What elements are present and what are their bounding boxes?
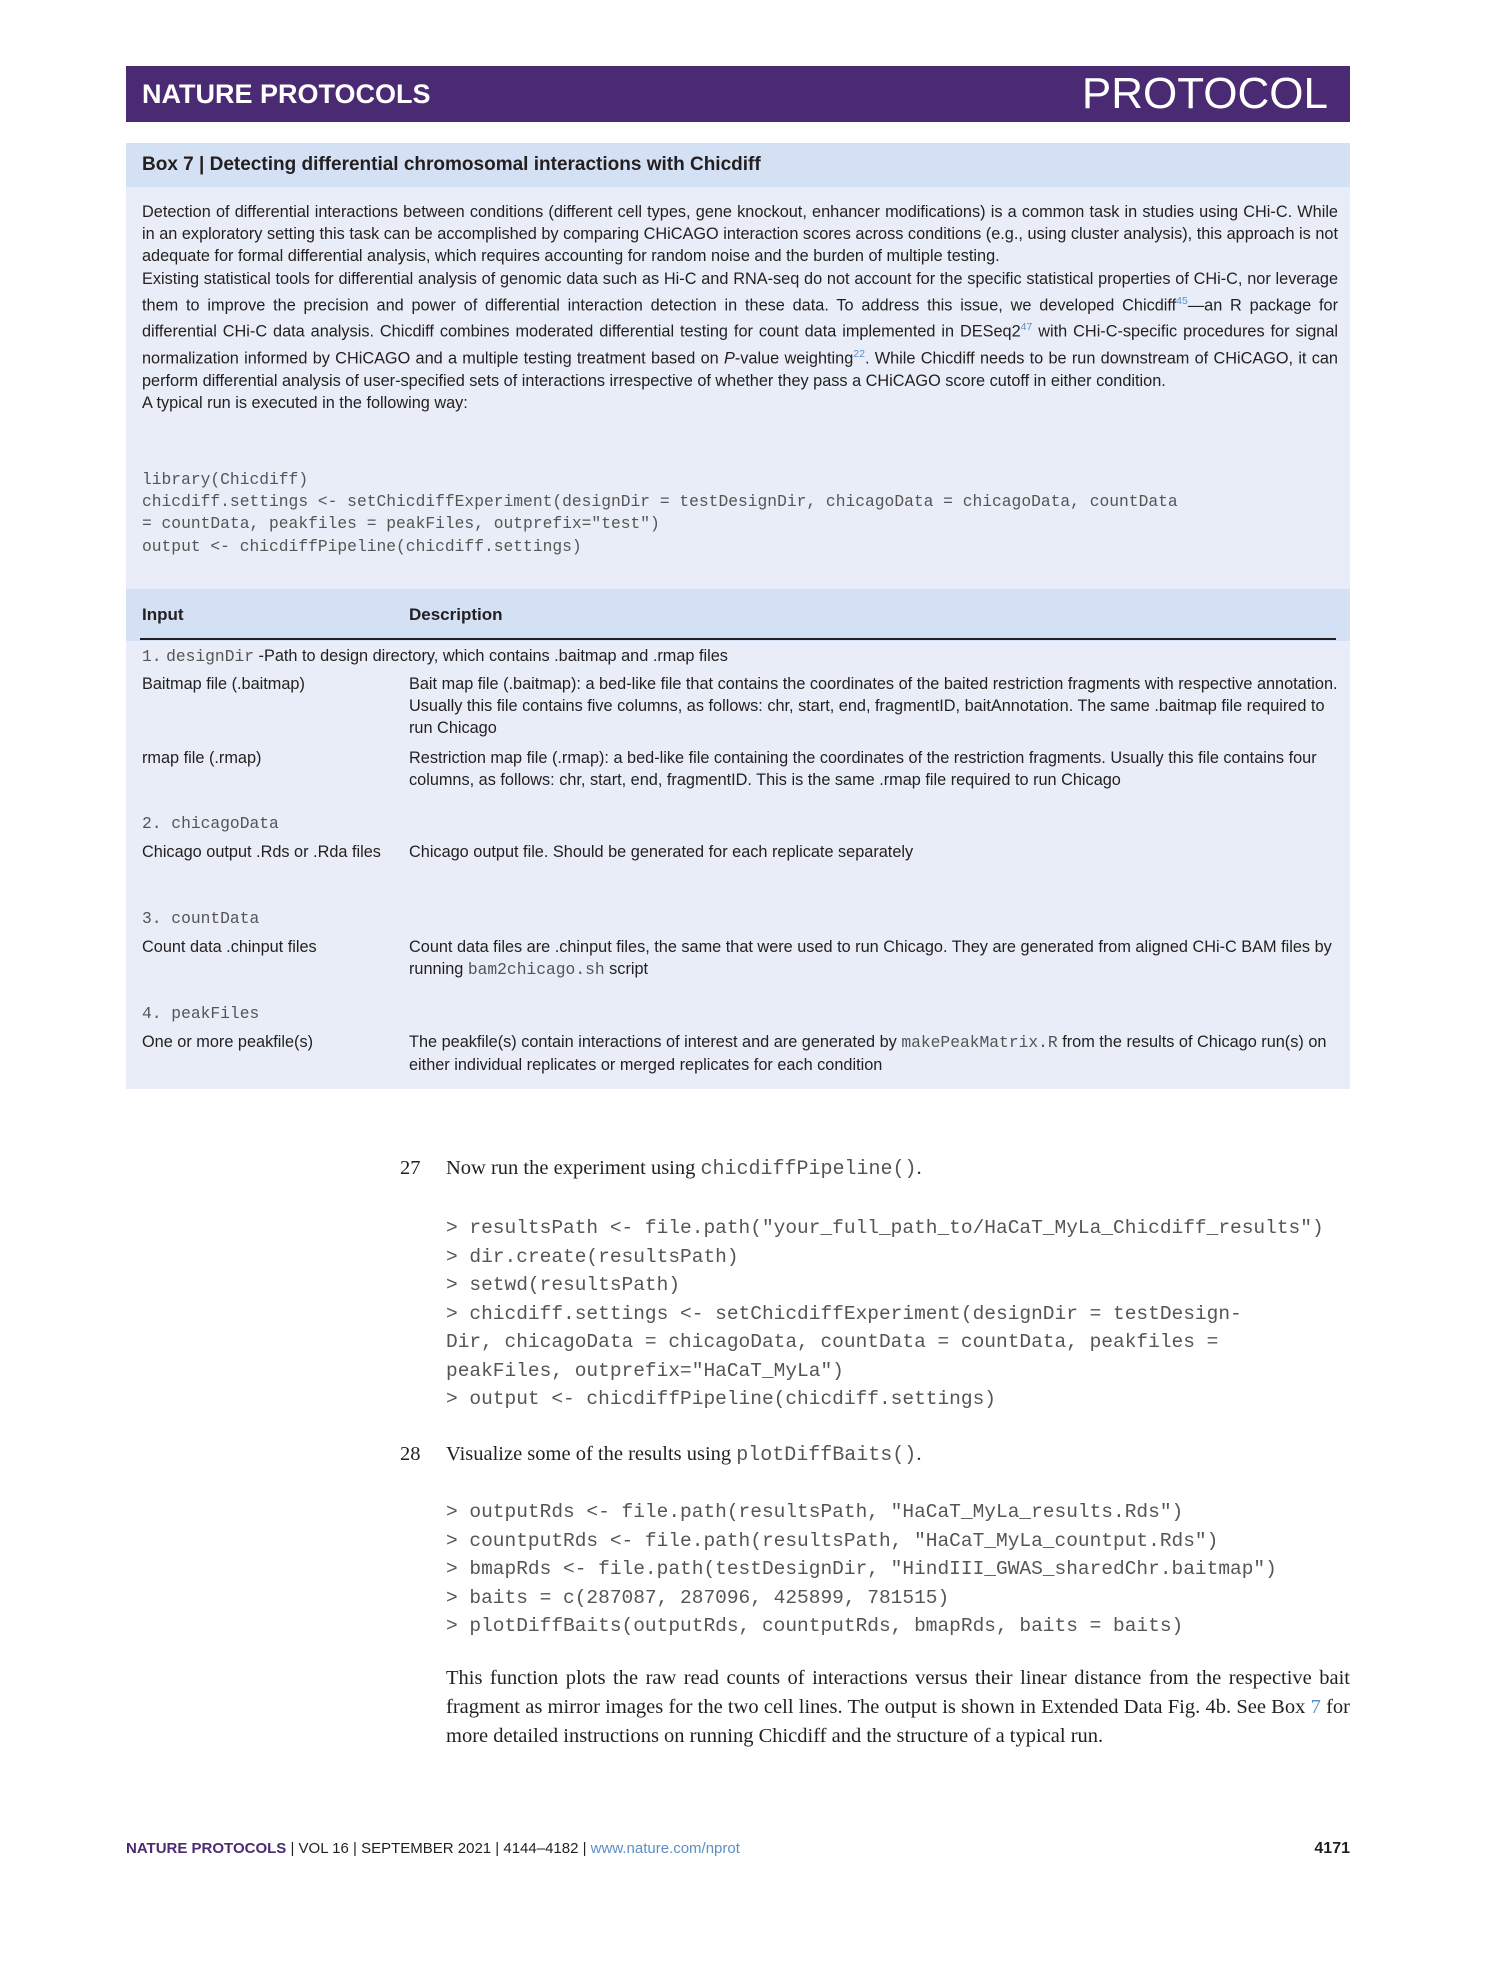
section-peak-files: 4. peakFiles [142,1004,260,1023]
code-line: Dir, chicagoData = chicagoData, countData = countData, peakfiles = [446,1331,1219,1353]
ref-47[interactable]: 47 [1020,321,1033,334]
row-input-rmap: rmap file (.rmap) [142,749,262,767]
step-27-code [446,1214,1356,1414]
box-code-block [142,469,1342,558]
box-ref-link[interactable]: 7 [1310,1696,1321,1718]
code-line: > resultsPath <- file.path("your_full_path_to/HaCaT_MyLa_Chicdiff_results") [446,1217,1324,1239]
row-desc-peak: The peakfile(s) contain interactions of interest and are generated by makePeakMatrix.R from the results of Chicago run(s) on either individual replicates or merged replicates for each condition [409,1033,1327,1075]
intro-paragraph-2: Existing statistical tools for differential analysis of genomic data such as Hi-C and RNA-seq do not account for the specific statistical properties of CHi-C, nor leverage them to improve the precision and power of differential interaction detection in these data. To address this issue, we developed Chicdiff$^{45}$—an R package for differential CHi-C data analysis. Chicdiff combines moderated differential testing for count data implemented in $DESeq2^{47}$ with CHi-C-specific procedures for signal normalization informed by CHiCAGO and a multiple testing treatment based on P-value weighting$^{22}$. While Chicdiff needs to be run downstream of CHiCAGO, it can perform differential analysis of user-specified sets of interactions irrespective of whether they pass a CHiCAGO score cutoff in either condition. [142,269,1339,390]
page-footer [126,1840,1350,1857]
code-line: > output <- chicdiffPipeline(chicdiff.settings) [446,1388,996,1410]
code-line: > outputRds <- file.path(resultsPath, "HaCaT_MyLa_results.Rds") [446,1501,1184,1523]
intro-paragraph-1: Detection of differential interactions between conditions (different cell types, gene knockout, enhancer modifications) is a common task in studies using CHi-C. While in an exploratory setting this task can be accomplished by comparing CHiCAGO interaction scores across conditions (e.g., using cluster analysis), this approach is not adequate for formal differential analysis, which requires accounting for random noise and the burden of multiple testing. [142,203,1338,266]
step-text: Visualize some of the results using plotDiffBaits(). [446,1443,922,1467]
footer-url[interactable]: www.nature.com/nprot [590,1840,740,1857]
step-28-code [446,1498,1356,1641]
code-line: = countData, peakfiles = peakFiles, outprefix="test") [142,514,660,534]
row-desc-baitmap: Bait map file (.baitmap): a bed-like file that contains the coordinates of the baited restriction fragments with respective annotation. Usually this file contains five columns, as follows: chr, start, end, fragmentID, baitAnnotation. The same .baitmap file required to run Chicago [409,675,1338,738]
row-input-peak: One or more peakfile(s) [142,1033,314,1051]
section-chicago-data: 2. chicagoData [142,814,279,833]
section-count-data: 3. countData [142,909,260,928]
row-input-chicago: Chicago output .Rds or .Rda files [142,843,381,861]
journal-header [126,66,1350,122]
code-line: > chicdiff.settings <- setChicdiffExperiment(designDir = testDesign- [446,1302,1242,1325]
row-input-baitmap: Baitmap file (.baitmap) [142,675,305,693]
step-text: Now run the experiment using chicdiffPipeline(). [446,1157,922,1181]
code-line: > dir.create(resultsPath) [446,1245,739,1268]
journal-name: NATURE PROTOCOLS [142,78,431,109]
col-header-input: Input [142,605,184,624]
col-header-description: Description [409,605,503,624]
table-header [126,589,1350,641]
box-title: Box 7 | Detecting differential chromosomal interactions with Chicdiff [126,143,1350,187]
page-number: 4171 [1314,1840,1350,1857]
table-rule [140,638,1336,640]
section-design-dir: 1. designDir -Path to design directory, which contains .baitmap and .rmap files [142,647,728,666]
explanation-paragraph: This function plots the raw read counts of interactions versus their linear distance from the respective bait fragment as mirror images for the two cell lines. The output is shown in Extended Data Fig. 4b. See Box 7 for more detailed instructions on running Chicdiff and the structure of a typical run. [446,1667,1350,1747]
code-line: chicdiff.settings <- setChicdiffExperiment(designDir = testDesignDir, chicagoData = chicagoData, countData [142,492,1178,512]
code-line: peakFiles, outprefix="HaCaT_MyLa") [446,1359,844,1382]
row-input-count: Count data .chinput files [142,938,317,956]
row-desc-count: Count data files are .chinput files, the same that were used to run Chicago. They are generated from aligned CHi-C BAM files by running bam2chicago.sh script [409,938,1332,980]
code-line: > baits = c(287087, 287096, 425899, 781515) [446,1586,950,1609]
row-desc-chicago: Chicago output file. Should be generated for each replicate separately [409,843,914,861]
article-type: PROTOCOL [1081,69,1328,118]
box-intro [142,201,1338,414]
code-line: > plotDiffBaits(outputRds, countputRds, bmapRds, baits = baits) [446,1615,1184,1637]
code-line: output <- chicdiffPipeline(chicdiff.settings) [142,536,582,556]
footer-info: | VOL 16 | SEPTEMBER 2021 | 4144–4182 | [286,1840,591,1857]
ref-22[interactable]: 22 [853,348,865,361]
ref-45[interactable]: 45 [1176,294,1188,307]
row-desc-rmap: Restriction map file (.rmap): a bed-like file containing the coordinates of the restriction fragments. Usually this file contains four columns, as follows: chr, start, end, fragmentID. This is the same .rmap file required to run Chicago [409,749,1317,790]
box-7 [126,143,1350,1089]
code-line: > setwd(resultsPath) [446,1274,681,1296]
footer-journal: NATURE PROTOCOLS [126,1840,287,1857]
intro-paragraph-3: A typical run is executed in the following way: [142,393,468,412]
step-number: 28 [400,1443,421,1465]
code-line: > bmapRds <- file.path(testDesignDir, "HindIII_GWAS_sharedChr.baitmap") [446,1558,1277,1580]
step-number: 27 [400,1157,421,1179]
code-line: library(Chicdiff) [142,470,309,489]
code-line: > countputRds <- file.path(resultsPath, "HaCaT_MyLa_countput.Rds") [446,1529,1219,1552]
